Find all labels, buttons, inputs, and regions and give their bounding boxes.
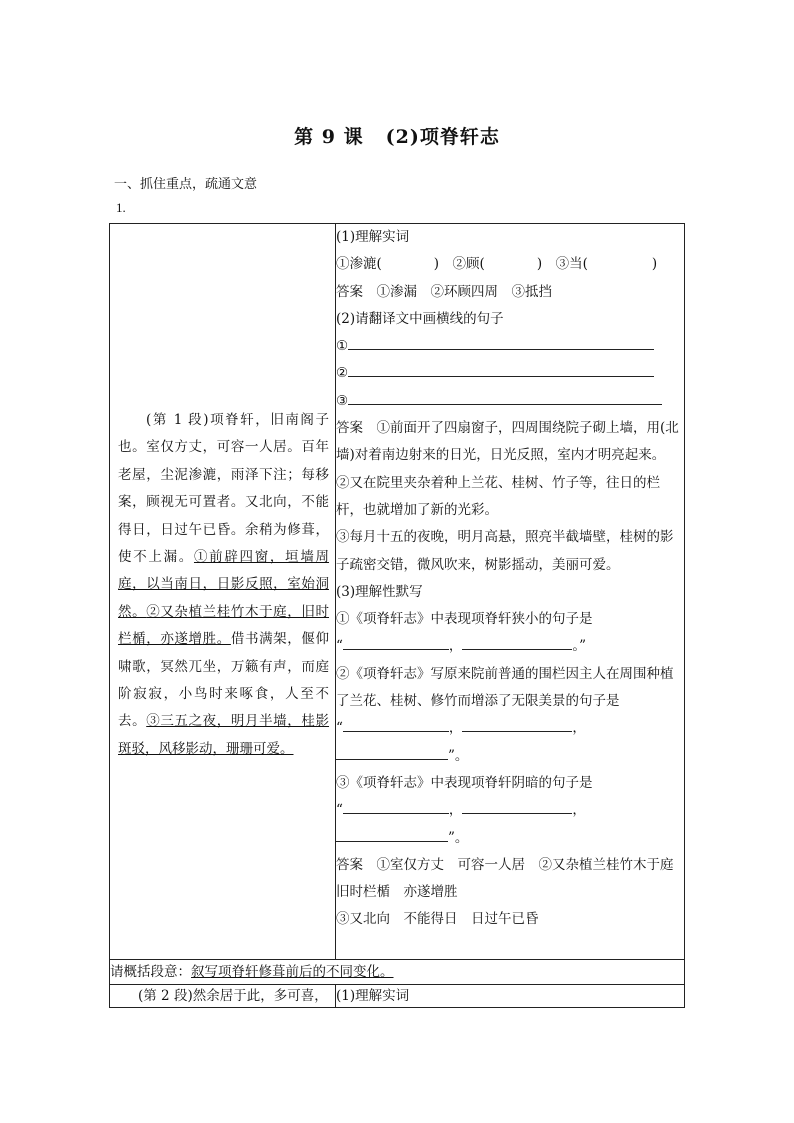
answer-translate-3: ③每月十五的夜晚，明月高悬，照亮半截墙壁，桂树的影子疏密交错，微风吹来，树影摇动，美丽可爱。 [336,529,674,573]
dictation-question-2: ②《项脊轩志》写原来院前普通的围栏因主人在周围种植了兰花、桂树、修竹而增添了无限美景的句子是 [336,665,674,710]
translate-blank-1[interactable]: ① [336,333,684,360]
answer-translate-1: 答案 ①前面开了四扇窗子，四周围绕院子砌上墙，用(北墙)对着南边射来的日光，日光反照，室内才明亮起来。 [336,420,679,464]
answer-vocabulary: 答案 ①渗漏 ②环顾四周 ③抵挡 [336,283,552,300]
exercise-table [109,223,685,1008]
passage-cell [110,224,336,960]
section-heading: 一、抓住重点，疏通文意 [114,177,258,192]
vocabulary-question: ①渗漉( ) ②顾( ) ③当( ) [336,256,658,273]
heading-vocabulary: (1)理解实词 [336,229,410,245]
underlined-sentence-2: ②又杂植兰桂竹木于庭，旧时栏楯，亦遂增胜。 [118,603,330,648]
answer-dictation-2: ③又北向 不能得日 日过午已昏 [336,911,539,928]
item-number: 1. [116,200,126,215]
dictation-question-1: ①《项脊轩志》中表现项脊轩狭小的句子是 [336,611,593,628]
table-row [110,224,685,960]
translate-blank-2[interactable]: ② [336,360,684,387]
translate-blank-3[interactable]: ③ [336,388,684,415]
summary-text: 叙写项脊轩修葺前后的不同变化。 [191,964,394,980]
dictation-blanks-2a[interactable]: “ ， ， [336,715,684,742]
passage-paragraph-2: (第 2 段)然余居于此，多可喜， [110,985,336,1008]
table-row [110,960,685,985]
underlined-sentence-1: ①前辟四窗，垣墙周庭，以当南日，日影反照，室始洞然。 [118,549,330,620]
summary-cell: 请概括段意：叙写项脊轩修葺前后的不同变化。 [110,960,685,985]
underlined-sentence-3: ③三五之夜，明月半墙，桂影斑驳，风移影动，珊珊可爱。 [118,713,330,757]
answer-dictation-1: 答案 ①室仅方丈 可容一人居 ②又杂植兰桂竹木于庭 旧时栏楯 亦遂增胜 [336,856,687,901]
page-title: 第 9 课 (2)项脊轩志 [294,126,500,148]
heading-dictation: (3)理解性默写 [336,583,423,600]
dictation-blanks-2b[interactable]: ”。 [336,743,684,770]
exercise-cell [336,224,685,960]
heading-vocabulary-2: (1)理解实词 [336,985,685,1008]
dictation-blanks-3a[interactable]: “ ， ， [336,797,684,824]
dictation-blanks-1[interactable]: “ ， 。” [336,633,684,660]
table-row [110,985,685,1008]
answer-translate-2: ②又在院里夹杂着种上兰花、桂树、竹子等，往日的栏杆，也就增加了新的光彩。 [336,474,660,518]
passage-paragraph-1: (第 1 段)项脊轩，旧南阁子也。室仅方丈，可容一人居。百年老屋，尘泥渗漉，雨泽下注；每移案，顾视无可置者。又北向，不能得日，日过午已昏。余稍为修葺，使不上漏。①前辟四窗，垣墙周庭，以当南日，日影反照，室始洞然。②又杂植兰桂竹木于庭，旧时栏楯，亦遂增胜。借书满架，偃仰啸歌，冥然兀坐，万籁有声，而庭阶寂寂，小鸟时来啄食，人至不去。③三五之夜，明月半墙，桂影斑驳，风移影动，珊珊可爱。 [118,412,330,757]
dictation-blanks-3b[interactable]: ”。 [336,825,684,852]
dictation-question-3: ③《项脊轩志》中表现项脊轩阴暗的句子是 [336,774,593,791]
heading-translate: (2)请翻译文中画横线的句子 [336,310,504,327]
